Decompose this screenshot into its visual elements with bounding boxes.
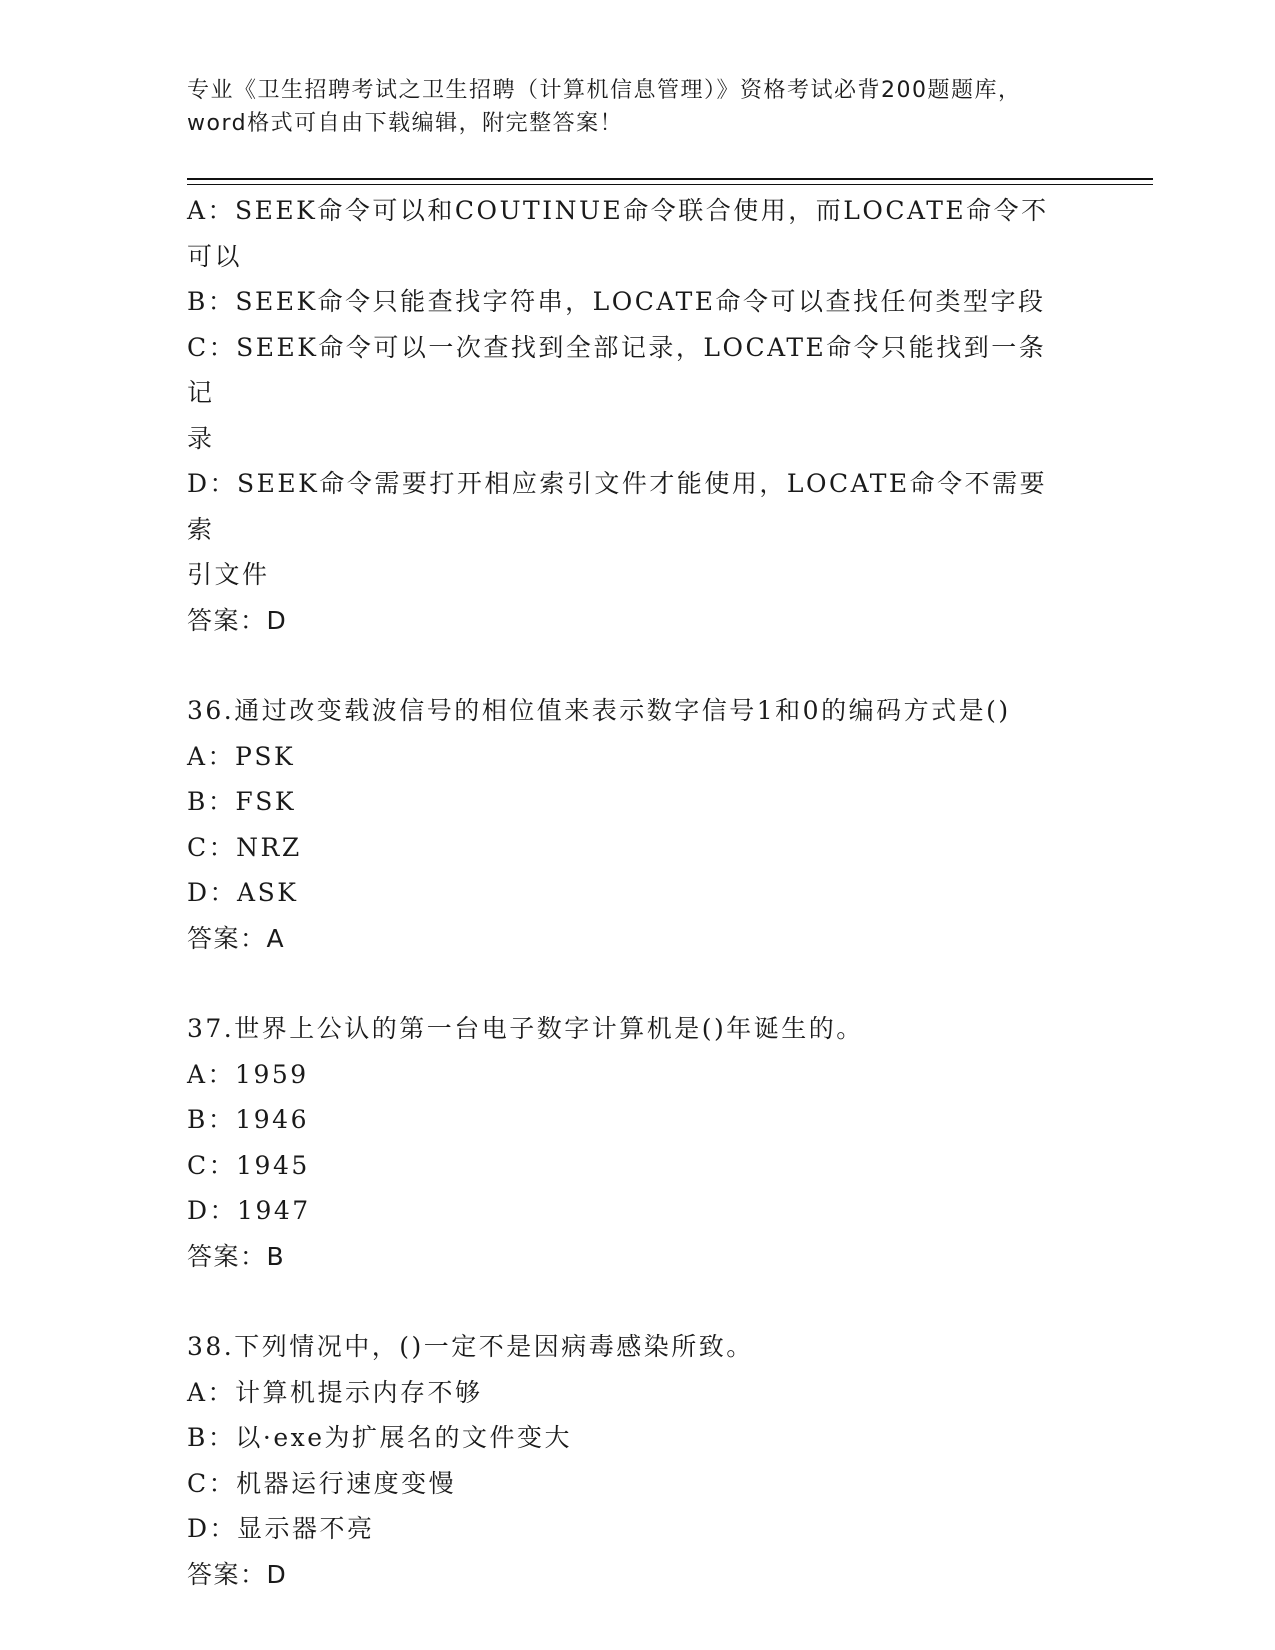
option-a: A：1959 bbox=[187, 1059, 309, 1089]
option-line: 录 bbox=[187, 423, 215, 453]
option-c: C：NRZ bbox=[187, 832, 302, 862]
header-divider-thin bbox=[187, 184, 1153, 185]
question-stem: 38.下列情况中，()一定不是因病毒感染所致。 bbox=[187, 1332, 754, 1361]
question-block-38 bbox=[187, 1324, 1067, 1597]
question-stem: 37.世界上公认的第一台电子数字计算机是()年诞生的。 bbox=[187, 1014, 864, 1043]
option-b: B：以·exe为扩展名的文件变大 bbox=[187, 1423, 573, 1452]
header-divider-thick bbox=[187, 178, 1153, 180]
answer-line: 答案：B bbox=[187, 1241, 286, 1271]
option-line: D：SEEK命令需要打开相应索引文件才能使用，LOCATE命令不需要索 bbox=[187, 469, 1048, 544]
option-b: B：FSK bbox=[187, 787, 297, 816]
answer-line: 答案：D bbox=[187, 1559, 288, 1589]
option-line: 引文件 bbox=[187, 560, 270, 589]
option-d: D：显示器不亮 bbox=[187, 1514, 375, 1543]
option-line: A：SEEK命令可以和COUTINUE命令联合使用，而LOCATE命令不可以 bbox=[187, 196, 1049, 271]
question-block-36 bbox=[187, 688, 1067, 961]
question-block-37 bbox=[187, 1006, 1067, 1279]
question-content bbox=[187, 188, 1067, 1642]
option-a: A：PSK bbox=[187, 741, 296, 771]
header-line-1: 专业《卫生招聘考试之卫生招聘（计算机信息管理）》资格考试必背200题题库， bbox=[187, 78, 1022, 103]
question-stem: 36.通过改变载波信号的相位值来表示数字信号1和0的编码方式是() bbox=[187, 696, 1011, 725]
header-line-2: word格式可自由下载编辑，附完整答案！ bbox=[187, 111, 624, 136]
option-c: C：机器运行速度变慢 bbox=[187, 1468, 457, 1498]
option-line: B：SEEK命令只能查找字符串，LOCATE命令可以查找任何类型字段 bbox=[187, 287, 1046, 316]
option-c: C：1945 bbox=[187, 1150, 310, 1180]
answer-line: 答案：A bbox=[187, 923, 286, 953]
option-b: B：1946 bbox=[187, 1105, 309, 1134]
answer-line: 答案：D bbox=[187, 605, 288, 635]
option-d: D：ASK bbox=[187, 878, 299, 907]
question-block-35 bbox=[187, 188, 1067, 643]
option-a: A：计算机提示内存不够 bbox=[187, 1377, 483, 1407]
option-d: D：1947 bbox=[187, 1196, 311, 1225]
option-line: C：SEEK命令可以一次查找到全部记录，LOCATE命令只能找到一条记 bbox=[187, 332, 1047, 407]
document-header bbox=[187, 74, 1087, 140]
